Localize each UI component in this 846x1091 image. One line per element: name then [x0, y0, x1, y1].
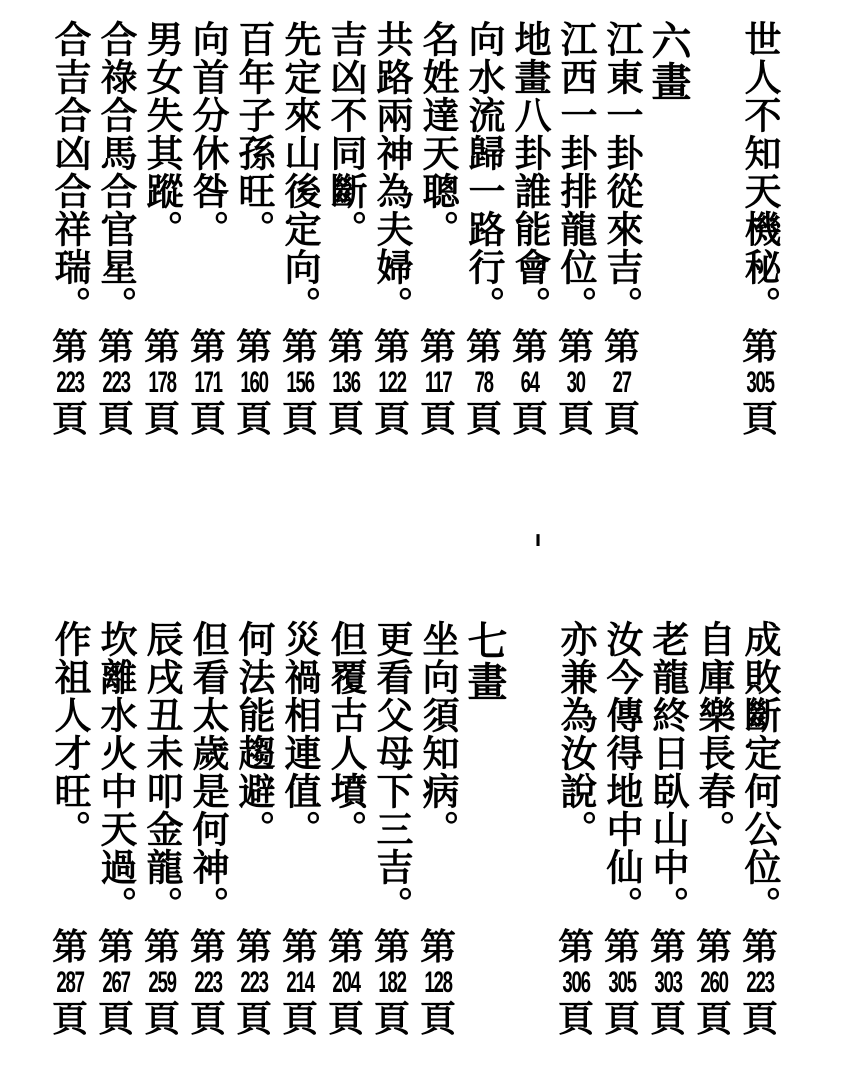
index-entry	[600, 20, 644, 440]
page-number: 223	[746, 966, 774, 999]
page-prefix: 第	[327, 926, 364, 968]
page-reference	[278, 328, 322, 438]
page-suffix: 頁	[603, 398, 640, 440]
page-suffix: 頁	[741, 398, 778, 440]
index-entry	[554, 620, 598, 1040]
verse-text: 江西一卦排龍位。	[554, 20, 598, 324]
page-reference	[416, 928, 460, 1038]
page-number: 178	[148, 366, 176, 399]
page-number: 64	[520, 366, 540, 399]
page-number: 30	[566, 366, 586, 399]
verse-text: 更看父母下三吉。	[370, 620, 414, 924]
page-number: 260	[700, 966, 728, 999]
page-suffix: 頁	[51, 398, 88, 440]
page-suffix: 頁	[235, 998, 272, 1040]
page-number: 223	[102, 366, 130, 399]
page-suffix: 頁	[511, 398, 548, 440]
verse-text: 共路兩神為夫婦。	[370, 20, 414, 324]
page-number: 160	[240, 366, 268, 399]
page-reference	[370, 328, 414, 438]
page-reference	[738, 928, 782, 1038]
index-entry	[416, 620, 460, 1040]
index-entry	[738, 20, 782, 440]
verse-text: 但看太歲是何神。	[186, 620, 230, 924]
verse-text: 汝今傳得地中仙。	[600, 620, 644, 924]
verse-text: 何法能趨避。	[232, 620, 276, 848]
page-suffix: 頁	[327, 998, 364, 1040]
page-suffix: 頁	[373, 998, 410, 1040]
page-prefix: 第	[419, 926, 456, 968]
page-reference	[370, 928, 414, 1038]
page-suffix: 頁	[189, 398, 226, 440]
page-number: 223	[56, 366, 84, 399]
page-prefix: 第	[143, 926, 180, 968]
page-number: 117	[424, 366, 452, 399]
index-entry	[278, 620, 322, 1040]
page-prefix: 第	[51, 926, 88, 968]
verse-text: 亦兼為汝說。	[554, 620, 598, 848]
page-reference	[646, 928, 690, 1038]
index-entry	[646, 620, 690, 1040]
page-reference	[94, 928, 138, 1038]
page-number: 303	[654, 966, 682, 999]
page-reference	[278, 928, 322, 1038]
page-suffix: 頁	[97, 998, 134, 1040]
index-entry	[324, 620, 368, 1040]
page-prefix: 第	[511, 326, 548, 368]
page-number: 171	[194, 366, 222, 399]
page-prefix: 第	[603, 926, 640, 968]
page-prefix: 第	[143, 326, 180, 368]
page-number: 182	[378, 966, 406, 999]
page-reference	[604, 328, 640, 438]
page-suffix: 頁	[465, 398, 502, 440]
verse-text: 成敗斷定何公位。	[738, 620, 782, 924]
index-entry	[140, 620, 184, 1040]
index-entry	[140, 20, 184, 440]
index-entry	[692, 620, 736, 1040]
page-prefix: 第	[189, 326, 226, 368]
index-entry	[48, 20, 92, 440]
index-entry	[600, 620, 644, 1040]
index-entry	[94, 20, 138, 440]
page-reference	[600, 928, 644, 1038]
index-entry	[48, 620, 92, 1040]
page-suffix: 頁	[51, 998, 88, 1040]
page-number: 128	[424, 966, 452, 999]
verse-text: 辰戌丑未叩金龍。	[140, 620, 184, 924]
page-reference	[466, 328, 502, 438]
page-reference	[94, 328, 138, 438]
verse-text: 百年子孫旺。	[232, 20, 276, 248]
page-reference	[186, 328, 230, 438]
page-prefix: 第	[557, 326, 594, 368]
page-prefix: 第	[189, 926, 226, 968]
page-reference	[186, 928, 230, 1038]
page-suffix: 頁	[189, 998, 226, 1040]
verse-text: 男女失其蹤。	[140, 20, 184, 248]
page-suffix: 頁	[143, 398, 180, 440]
page-suffix: 頁	[419, 398, 456, 440]
verse-text: 合祿合馬合官星。	[94, 20, 138, 324]
top-index-section	[0, 20, 846, 440]
index-entry	[186, 20, 230, 440]
verse-text: 向首分休咎。	[186, 20, 230, 248]
page-number: 27	[612, 366, 632, 399]
index-entry	[232, 20, 276, 440]
page-number: 136	[332, 366, 360, 399]
page-number: 223	[240, 966, 268, 999]
page-suffix: 頁	[741, 998, 778, 1040]
page-suffix: 頁	[143, 998, 180, 1040]
page-prefix: 第	[97, 926, 134, 968]
page-prefix: 第	[419, 326, 456, 368]
page-prefix: 第	[603, 326, 640, 368]
page-suffix: 頁	[97, 398, 134, 440]
page-prefix: 第	[51, 326, 88, 368]
page-suffix: 頁	[649, 998, 686, 1040]
page-prefix: 第	[235, 326, 272, 368]
page-reference	[554, 928, 598, 1038]
page-number: 306	[562, 966, 590, 999]
verse-text: 世人不知天機秘。	[738, 20, 782, 324]
page-reference	[324, 328, 368, 438]
page-number: 122	[378, 366, 406, 399]
page-number: 259	[148, 966, 176, 999]
index-entry	[508, 20, 552, 440]
page-reference	[558, 328, 594, 438]
page-number: 305	[608, 966, 636, 999]
page-reference	[140, 928, 184, 1038]
index-entry	[370, 620, 414, 1040]
page-suffix: 頁	[695, 998, 732, 1040]
page-suffix: 頁	[327, 398, 364, 440]
page-reference	[324, 928, 368, 1038]
verse-text: 災禍相連值。	[278, 620, 322, 848]
page-number: 305	[746, 366, 774, 399]
index-entry	[278, 20, 322, 440]
index-entry	[232, 620, 276, 1040]
verse-text: 向水流歸一路行。	[462, 20, 506, 324]
verse-text: 地畫八卦誰能會。	[508, 20, 552, 324]
section-heading	[646, 20, 690, 102]
section-heading	[462, 620, 506, 702]
index-entry	[370, 20, 414, 440]
page-reference	[48, 328, 92, 438]
verse-text: 坎離水火中天過。	[94, 620, 138, 924]
index-entry	[186, 620, 230, 1040]
page-suffix: 頁	[235, 398, 272, 440]
page-suffix: 頁	[419, 998, 456, 1040]
page-reference	[738, 328, 782, 438]
verse-text: 合吉合凶合祥瑞。	[48, 20, 92, 324]
page-reference	[512, 328, 548, 438]
page-number: 287	[56, 966, 84, 999]
page-suffix: 頁	[557, 398, 594, 440]
page-prefix: 第	[695, 926, 732, 968]
page-number: 223	[194, 966, 222, 999]
index-entry	[416, 20, 460, 440]
page-reference	[692, 928, 736, 1038]
page-prefix: 第	[281, 926, 318, 968]
verse-text: 但覆古人墳。	[324, 620, 368, 848]
page-number: 214	[286, 966, 314, 999]
heading-text: 七畫	[461, 620, 508, 702]
page-reference	[417, 328, 459, 438]
page-prefix: 第	[741, 326, 778, 368]
page-prefix: 第	[557, 926, 594, 968]
page-prefix: 第	[373, 326, 410, 368]
page-prefix: 第	[741, 926, 778, 968]
page-prefix: 第	[465, 326, 502, 368]
page-reference	[232, 328, 276, 438]
index-entry	[554, 20, 598, 440]
page-suffix: 頁	[281, 998, 318, 1040]
page-suffix: 頁	[603, 998, 640, 1040]
page-suffix: 頁	[373, 398, 410, 440]
verse-text: 名姓達天聰。	[416, 20, 460, 248]
page-prefix: 第	[373, 926, 410, 968]
heading-text: 六畫	[645, 20, 692, 102]
page-suffix: 頁	[557, 998, 594, 1040]
index-entry	[462, 20, 506, 440]
page-prefix: 第	[235, 926, 272, 968]
verse-text: 自庫樂長春。	[692, 620, 736, 848]
verse-text: 坐向須知病。	[416, 620, 460, 848]
page-reference	[232, 928, 276, 1038]
verse-text: 先定來山後定向。	[278, 20, 322, 324]
page-number: 204	[332, 966, 360, 999]
page-suffix: 頁	[281, 398, 318, 440]
index-entry	[738, 620, 782, 1040]
page-prefix: 第	[327, 326, 364, 368]
verse-text: 作祖人才旺。	[48, 620, 92, 848]
verse-text: 吉凶不同斷。	[324, 20, 368, 248]
page-number: 78	[474, 366, 494, 399]
page-number: 156	[286, 366, 314, 399]
verse-text: 江東一卦從來吉。	[600, 20, 644, 324]
verse-text: 老龍終日臥山中。	[646, 620, 690, 924]
page-prefix: 第	[649, 926, 686, 968]
page-prefix: 第	[97, 326, 134, 368]
page-prefix: 第	[281, 326, 318, 368]
index-entry	[324, 20, 368, 440]
index-entry	[94, 620, 138, 1040]
bottom-index-section	[0, 620, 846, 1040]
page-reference	[48, 928, 92, 1038]
page-reference	[140, 328, 184, 438]
page-number: 267	[102, 966, 130, 999]
ink-speck: ╻	[532, 522, 545, 546]
